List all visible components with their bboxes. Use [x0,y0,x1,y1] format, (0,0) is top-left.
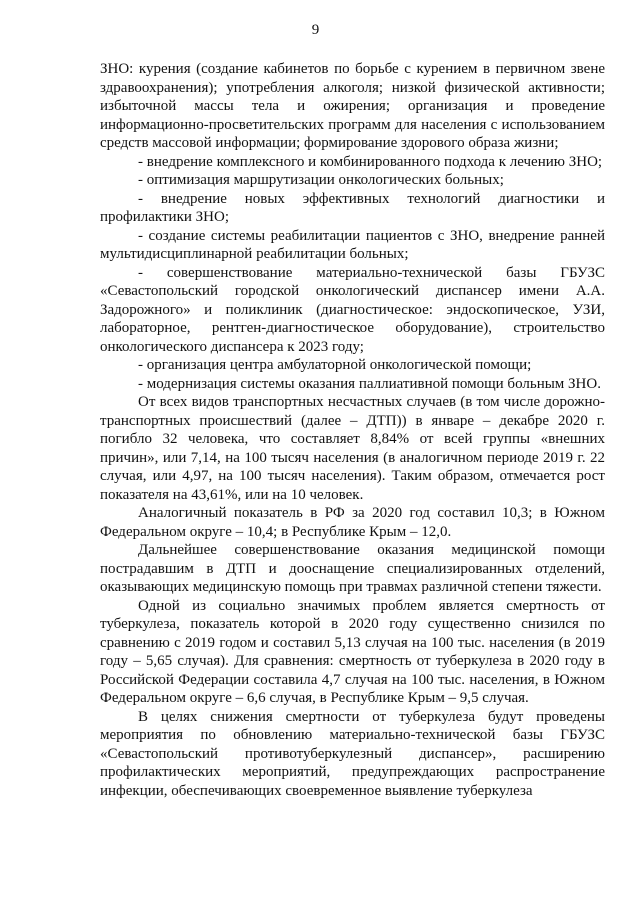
list-item-complex-treatment: - внедрение комплексного и комбинированного подхода к лечению ЗНО; [138,153,603,170]
page-number: 9 [311,22,320,38]
paragraph-tuberculosis-mortality: Одной из социально значимых проблем является смертность от туберкулеза, показатель которой в 2020 году существенно снизился по сравнению с 2019 годом и составил 5,13 случая на 100 тыс. населения (в 2019 году – 5,65 случая). Для сравнения: смертность от туберкулеза в 2020 году в Российской Федерации составила 4,7 случая на 100 тыс. населения, в Южном Федеральном округе – 6,6 случая, в Республике Крым – 9,5 случая. [100,597,605,706]
document-body [100,60,605,800]
list-item-material-base: - совершенствование материально-технической базы ГБУЗС «Севастопольский городской онкологический диспансер имени А.А. Задорожного» и поликлиник (диагностическое: эндоскопическое, УЗИ, лабораторное, рентген-диагностическое оборудование), строительство онкологического диспансера к 2023 году; [100,264,605,355]
paragraph-dtp-care: Дальнейшее совершенствование оказания медицинской помощи пострадавшим в ДТП и дооснащение специализированных отделений, оказывающих медицинскую помощь при травмах различной степени тяжести. [100,542,605,595]
paragraph-zno-risk-factors: ЗНО: курения (создание кабинетов по борьбе с курением в первичном звене здравоохранения); употребления алкоголя; низкой физической активности; избыточной массы тела и ожирения; организация и проведение информационно-просветительских программ для населения с использованием средств массовой информации; формирование здорового образа жизни; [100,61,605,151]
list-item-rehabilitation: - создание системы реабилитации пациентов с ЗНО, внедрение ранней мультидисциплинарной реабилитации больных; [100,227,605,262]
list-item-routing-optimization: - оптимизация маршрутизации онкологических больных; [138,172,504,188]
paragraph-tuberculosis-measures: В целях снижения смертности от туберкулеза будут проведены мероприятия по обновлению материально-технической базы ГБУЗС «Севастопольский противотуберкулезный диспансер», расширению профилактических мероприятий, предупреждающих распространение инфекции, обеспечивающих своевременное выявление туберкулеза [100,708,605,799]
paragraph-comparison-rf: Аналогичный показатель в РФ за 2020 год составил 10,3; в Южном Федеральном округе – 10,4; в Республике Крым – 12,0. [100,505,605,540]
paragraph-transport-accidents: От всех видов транспортных несчастных случаев (в том числе дорожно-транспортных происшествий (далее – ДТП)) в январе – декабре 2020 г. погибло 32 человека, что составляет 8,84% от всей группы «внешних причин», или 7,14, на 100 тысяч населения (в аналогичном периоде 2019 г. 22 случая, или 4,97, на 100 тысяч населения). Таким образом, отмечается рост показателя на 43,61%, или на 10 человек. [100,394,605,503]
list-item-new-technologies: - внедрение новых эффективных технологий диагностики и профилактики ЗНО; [100,190,605,225]
list-item-outpatient-center: - организация центра амбулаторной онкологической помощи; [138,357,532,373]
list-item-palliative-care: - модернизация системы оказания паллиативной помощи больным ЗНО. [138,375,601,392]
